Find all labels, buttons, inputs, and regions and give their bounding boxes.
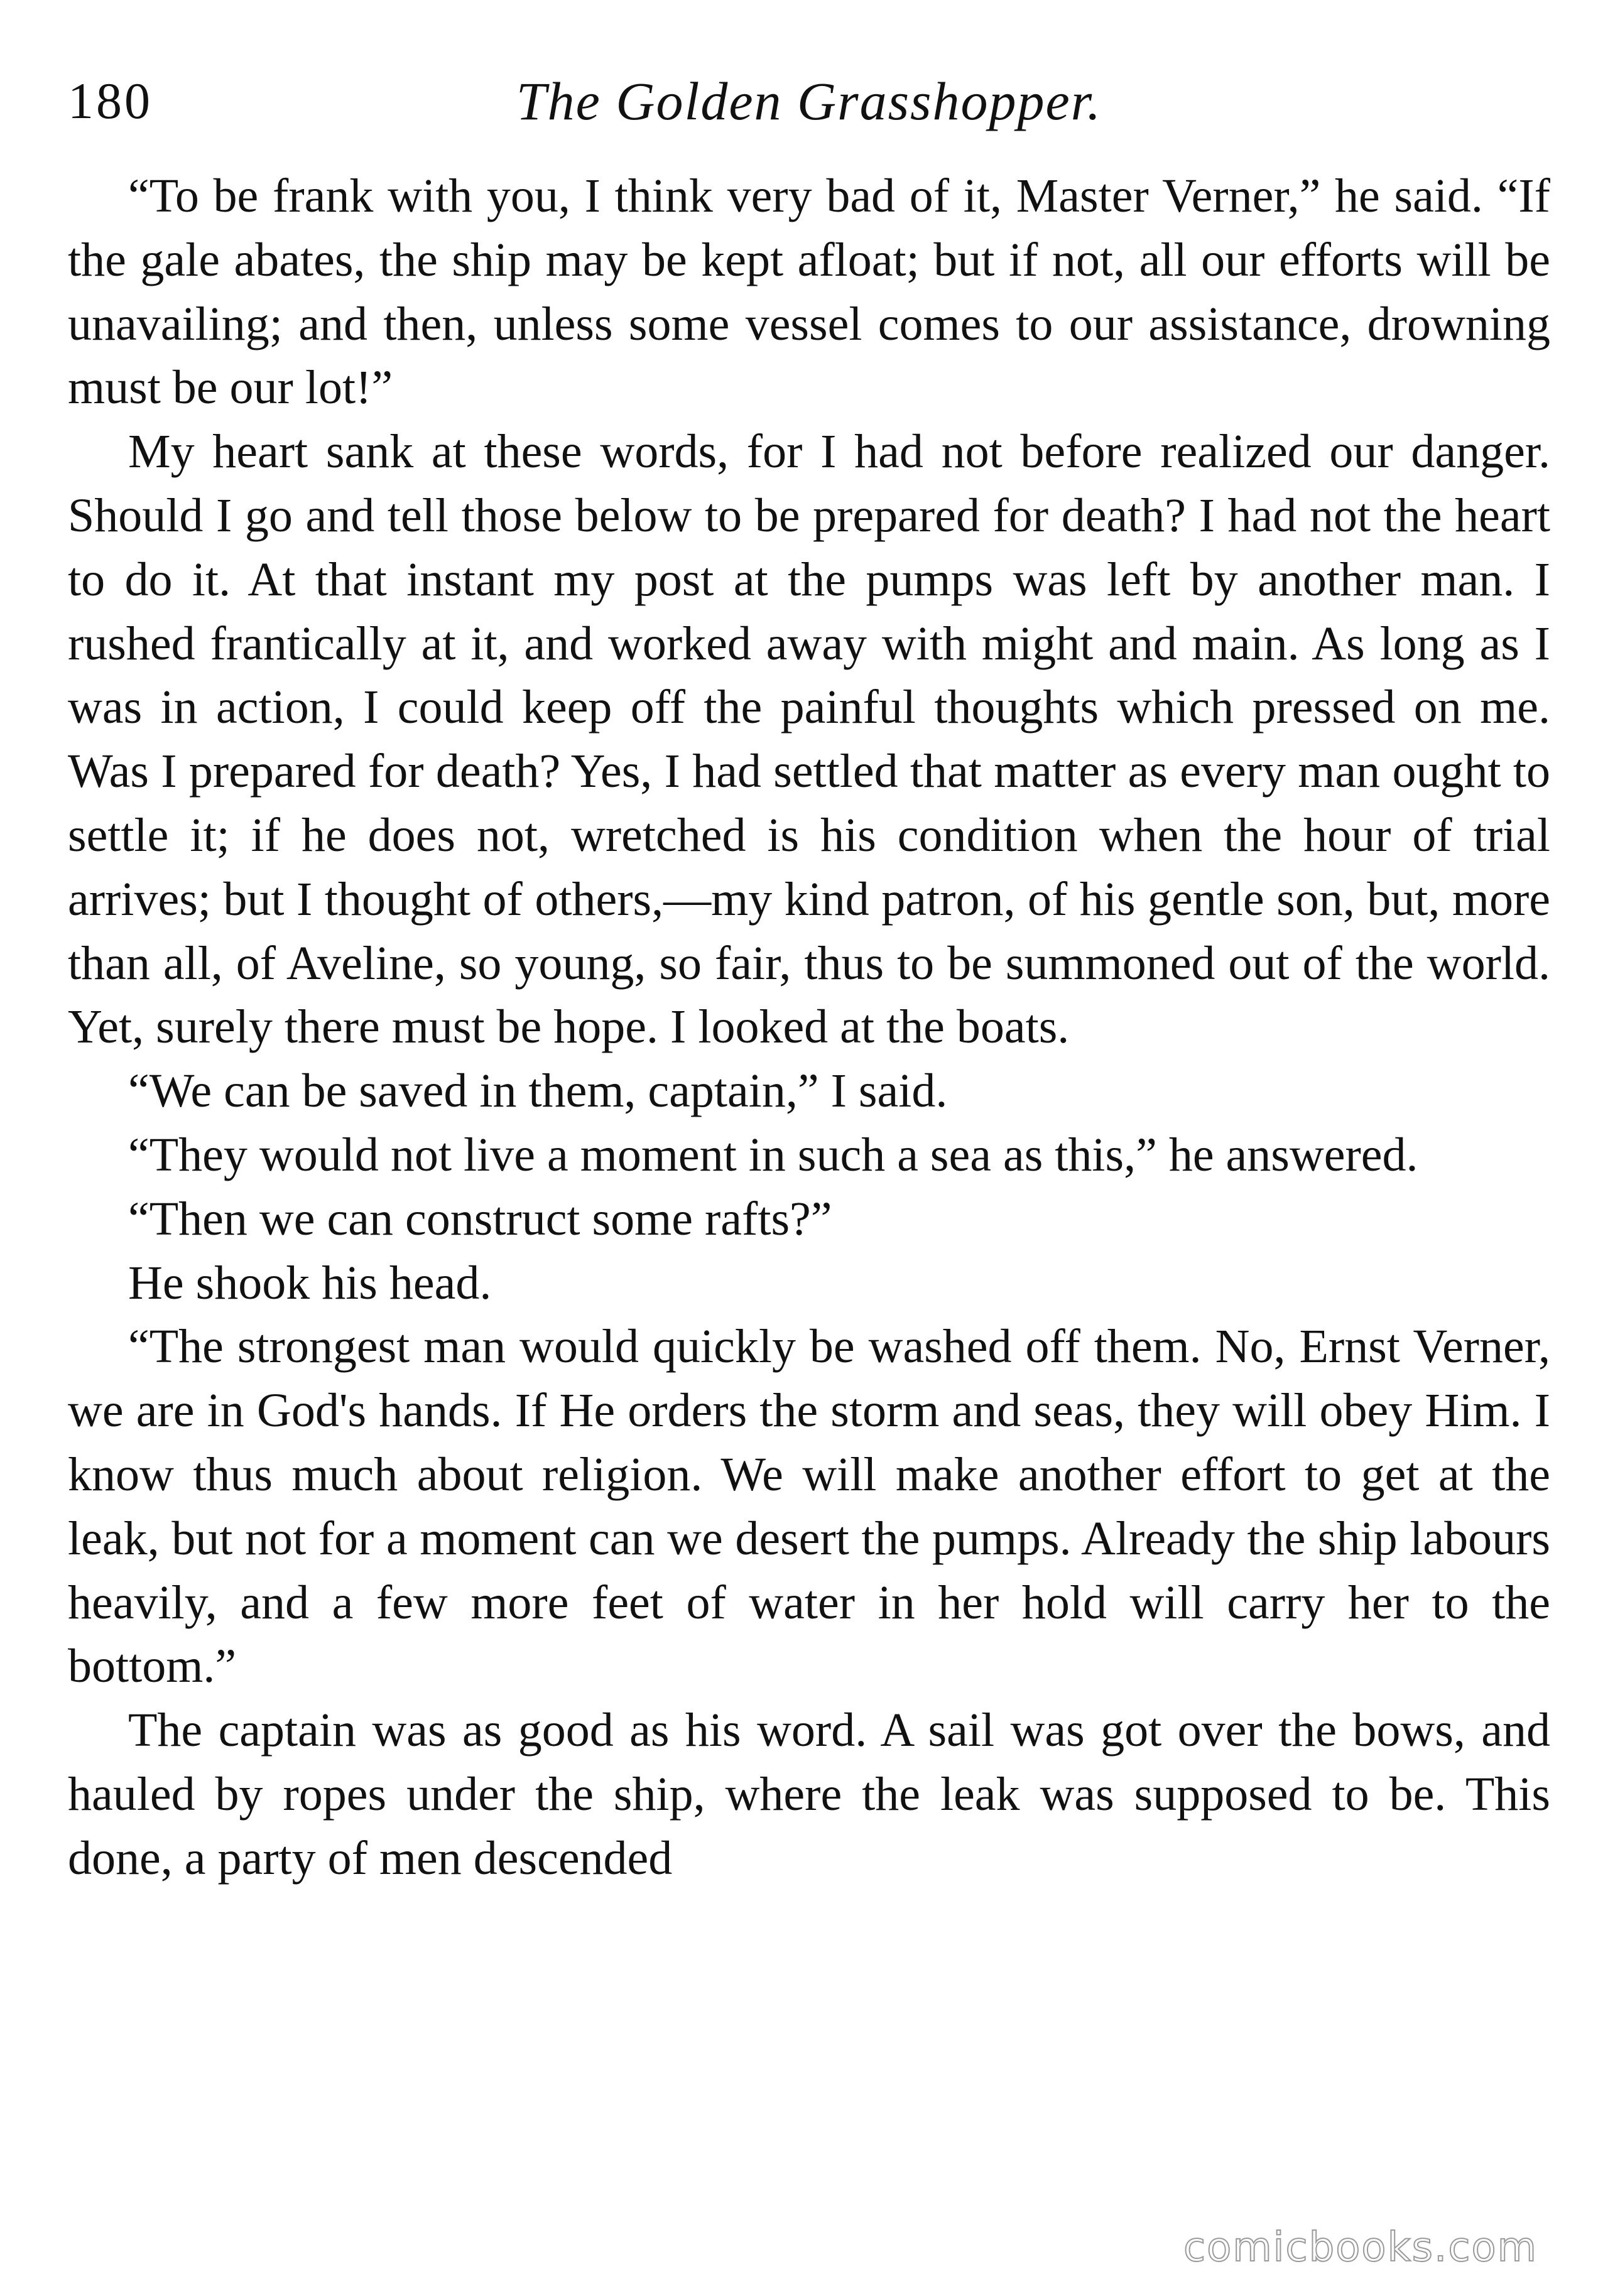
running-title: The Golden Grasshopper. — [516, 71, 1102, 131]
watermark: comicbooks.com — [1183, 2224, 1538, 2271]
paragraph: My heart sank at these words, for I had not before realized our danger. Should I go and tell those below to be prepared for death? I had not the heart to do it. At that instant my post at the pumps was left by another man. I rushed frantically at it, and worked away with might and main. As long as I was in action, I could keep off the painful thoughts which pressed on me. Was I prepared for death? Yes, I had settled that matter as every man ought to settle it; if he does not, wretched is his condition when the hour of trial arrives; but I thought of others,—my kind patron, of his gentle son, but, more than all, of Aveline, so young, so fair, thus to be summoned out of the world. Yet, surely there must be hope. I looked at the boats. — [68, 425, 1550, 1054]
paragraph: The captain was as good as his word. A sail was got over the bows, and hauled by ropes under the ship, where the leak was supposed to be. This done, a party of men descended — [68, 1704, 1550, 1885]
paragraph: “To be frank with you, I think very bad of it, Master Verner,” he said. “If the gale abates, the ship may be kept afloat; but if not, all our efforts will be unavailing; and then, unless some vessel comes to our assistance, drowning must be our lot!” — [68, 170, 1550, 414]
paragraph: He shook his head. — [128, 1256, 492, 1309]
paragraph: “The strongest man would quickly be washed off them. No, Ernst Verner, we are in God's hands. If He orders the storm and seas, they will obey Him. I know thus much about religion. We will make another effort to get at the leak, but not for a moment can we desert the pumps. Already the ship labours heavily, and a few more feet of water in her hold will carry her to the bottom.” — [68, 1320, 1550, 1693]
paragraph: “They would not live a moment in such a sea as this,” he answered. — [128, 1128, 1418, 1181]
page-number: 180 — [68, 72, 153, 129]
page-header — [68, 60, 1550, 142]
paragraph: “We can be saved in them, captain,” I said. — [128, 1064, 948, 1118]
body-text — [68, 165, 1550, 1891]
paragraph: “Then we can construct some rafts?” — [128, 1192, 832, 1245]
